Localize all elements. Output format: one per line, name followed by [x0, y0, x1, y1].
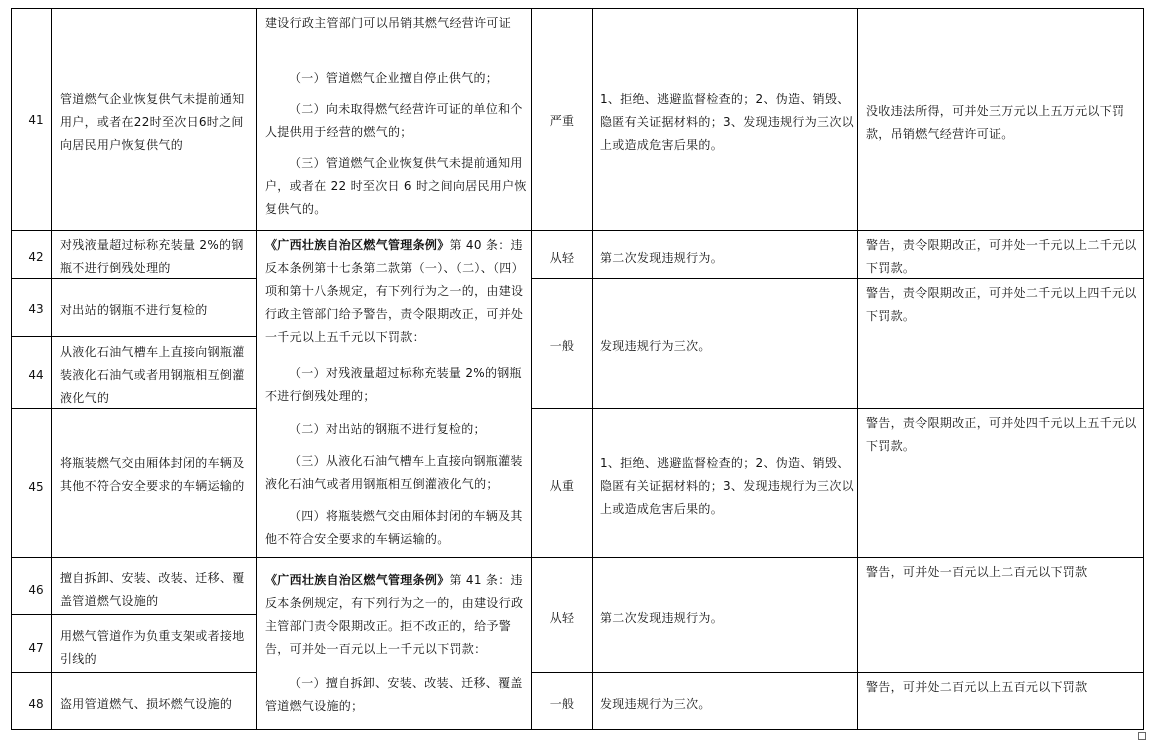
law-article: 第 41 条： — [449, 573, 511, 587]
penalty-text: 没收违法所得，可并处三万元以上五万元以下罚款，吊销燃气经营许可证。 — [866, 104, 1125, 141]
situation-text: 第二次发现违规行为。 — [600, 611, 724, 625]
basis-text: 违反本条例第十七条第二款第（一）、（二）、（四）项和第十八条规定，有下列行为之一的，由建设行政主管部门给予警告，责令限期改正，可并处一千元以上五千元以下罚款： — [265, 238, 524, 344]
row-number: 42 — [28, 250, 44, 264]
violation-item: 将瓶装燃气交由厢体封闭的车辆及其他不符合安全要求的车辆运输的 — [60, 456, 245, 493]
law-title: 《广西壮族自治区燃气管理条例》 — [265, 238, 450, 252]
violation-item: 盗用管道燃气、损坏燃气设施的 — [60, 697, 233, 711]
penalty-text: 警告，可并处二百元以上五百元以下罚款 — [866, 680, 1088, 694]
severity-level: 严重 — [549, 114, 575, 128]
row-divider — [11, 230, 1144, 231]
row-number: 46 — [28, 583, 44, 597]
basis-text: 违反本条例规定，有下列行为之一的，由建设行政主管部门责令限期改正。拒不改正的，给予警告，可并处一百元以上一千元以下罚款： — [265, 573, 524, 656]
penalty-text: 警告，责令限期改正，可并处二千元以上四千元以下罚款。 — [866, 286, 1137, 323]
violation-item: 从液化石油气槽车上直接向钢瓶灌装液化石油气或者用钢瓶相互倒灌液化气的 — [60, 345, 245, 405]
row-number: 43 — [28, 302, 44, 316]
situation-text: 1、拒绝、逃避监督检查的；2、伪造、销毁、隐匿有关证据材料的；3、发现违规行为三次以上或造成危害后果的。 — [600, 92, 854, 152]
row-number: 45 — [28, 480, 44, 494]
row-divider — [11, 614, 256, 615]
situation-text: 第二次发现违规行为。 — [600, 251, 724, 265]
basis-heading — [265, 569, 529, 661]
violation-item: 擅自拆卸、安装、改装、迁移、覆盖管道燃气设施的 — [60, 571, 245, 608]
basis-intro: 建设行政主管部门可以吊销其燃气经营许可证 — [265, 16, 512, 30]
row-number: 41 — [28, 113, 44, 127]
basis-item: （一）对残液量超过标称充装量 2%的钢瓶不进行倒残处理的； — [265, 366, 522, 403]
row-divider — [531, 408, 1144, 409]
severity-level: 从重 — [549, 479, 575, 493]
basis-heading — [265, 234, 529, 349]
basis-item: （一）擅自拆卸、安装、改装、迁移、覆盖管道燃气设施的； — [265, 676, 523, 713]
basis-item: （一）管道燃气企业擅自停止供气的； — [289, 71, 499, 85]
row-divider — [11, 557, 1144, 558]
basis-item: （二）向未取得燃气经营许可证的单位和个人提供用于经营的燃气的； — [265, 102, 523, 139]
table-border-bottom — [11, 729, 1144, 730]
violation-item: 管道燃气企业恢复供气未提前通知用户，或者在22时至次日6时之间向居民用户恢复供气的 — [60, 92, 245, 152]
row-divider — [11, 672, 256, 673]
row-divider — [531, 672, 1144, 673]
row-divider — [11, 336, 256, 337]
violation-item: 对出站的钢瓶不进行复检的 — [60, 303, 208, 317]
severity-level: 从轻 — [549, 251, 575, 265]
penalty-text: 警告，责令限期改正，可并处四千元以上五千元以下罚款。 — [866, 416, 1137, 453]
severity-level: 一般 — [549, 339, 575, 353]
penalty-text: 警告，可并处一百元以上二百元以下罚款 — [866, 565, 1088, 579]
situation-text: 发现违规行为三次。 — [600, 339, 711, 353]
basis-item: （二）对出站的钢瓶不进行复检的； — [289, 422, 486, 436]
violation-item: 用燃气管道作为负重支架或者接地引线的 — [60, 629, 245, 666]
severity-level: 从轻 — [549, 611, 575, 625]
table-border-top — [11, 8, 1144, 9]
column-divider — [256, 8, 257, 730]
row-number: 47 — [28, 641, 44, 655]
table-resize-handle[interactable] — [1138, 732, 1146, 740]
situation-text: 1、拒绝、逃避监督检查的；2、伪造、销毁、隐匿有关证据材料的；3、发现违规行为三次以上或造成危害后果的。 — [600, 456, 854, 516]
law-title: 《广西壮族自治区燃气管理条例》 — [265, 573, 450, 587]
table-border-right — [1143, 8, 1144, 730]
basis-item: （三）管道燃气企业恢复供气未提前通知用户，或者在 22 时至次日 6 时之间向居民用户恢复供气的。 — [265, 156, 527, 216]
row-number: 44 — [28, 368, 44, 382]
row-number: 48 — [28, 697, 44, 711]
basis-item: （四）将瓶装燃气交由厢体封闭的车辆及其他不符合安全要求的车辆运输的。 — [265, 509, 523, 546]
violation-item: 对残液量超过标称充装量 2%的钢瓶不进行倒残处理的 — [60, 238, 244, 275]
law-article: 第 40 条： — [449, 238, 511, 252]
severity-level: 一般 — [549, 697, 575, 711]
penalty-text: 警告，责令限期改正，可并处一千元以上二千元以下罚款。 — [866, 238, 1137, 275]
column-divider — [592, 8, 593, 730]
basis-item: （三）从液化石油气槽车上直接向钢瓶灌装液化石油气或者用钢瓶相互倒灌液化气的； — [265, 454, 523, 491]
column-divider — [857, 8, 858, 730]
situation-text: 发现违规行为三次。 — [600, 697, 711, 711]
